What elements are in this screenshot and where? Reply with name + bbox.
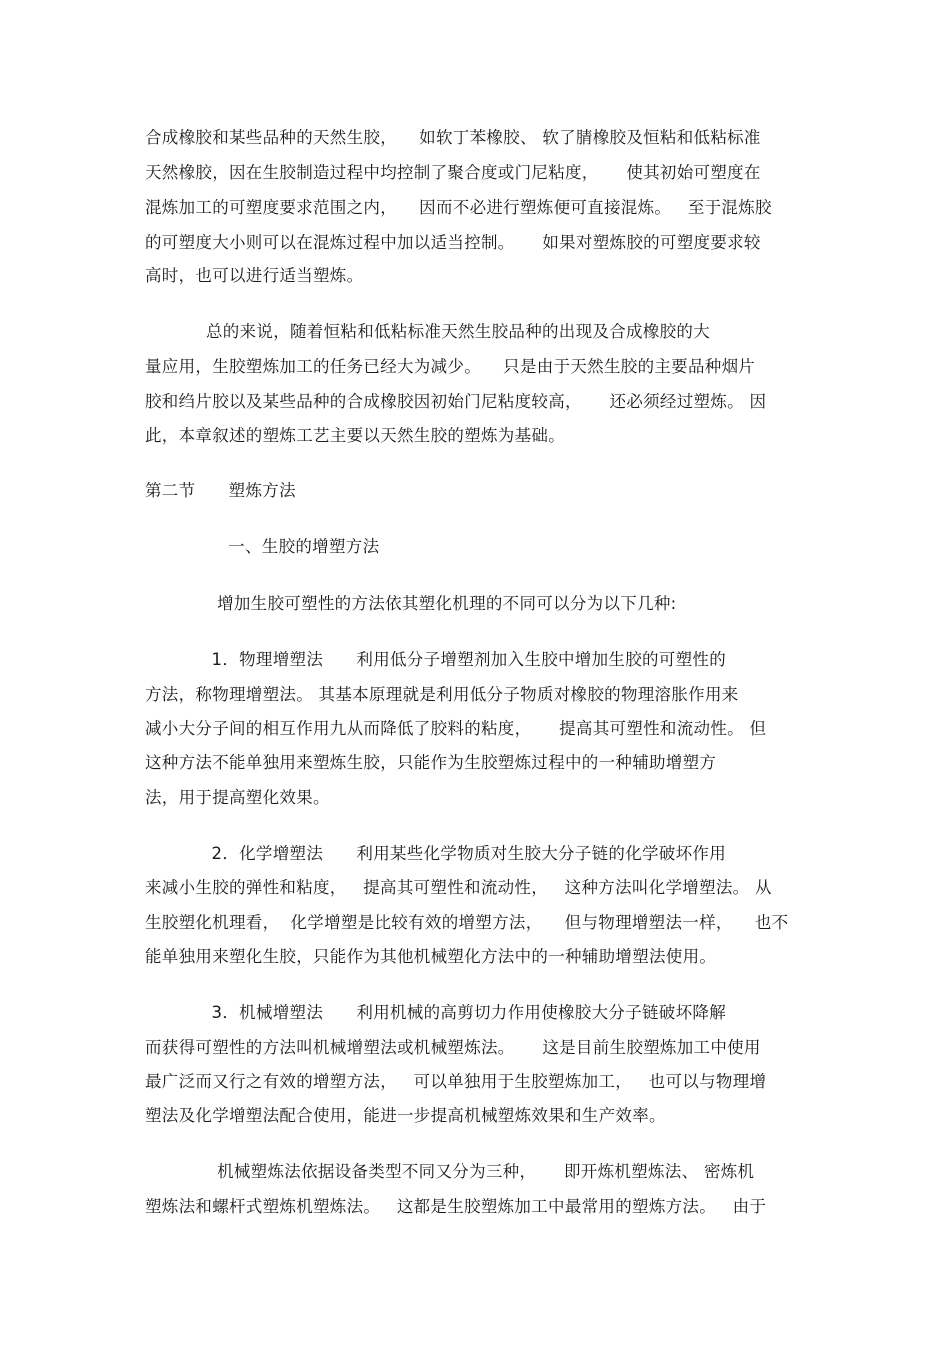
text-line: 机械塑炼法依据设备类型不同又分为三种， 即开炼机塑炼法、 密炼机 [145, 1162, 755, 1181]
text-line: 塑法及化学增塑法配合使用，能进一步提高机械塑炼效果和生产效率。 [145, 1106, 666, 1125]
text-line: 高时，也可以进行适当塑炼。 [145, 266, 364, 285]
text-line: 方法，称物理增塑法。 其基本原理就是利用低分子物质对橡胶的物理溶胀作用来 [145, 685, 739, 704]
text-line: 2．化学增塑法 利用某些化学物质对生胶大分子链的化学破坏作用 [145, 844, 727, 863]
text-line: 法，用于提高塑化效果。 [145, 788, 330, 807]
intro-line: 增加生胶可塑性的方法依其塑化机理的不同可以分为以下几种: [145, 594, 677, 613]
text-line: 来减小生胶的弹性和粘度， 提高其可塑性和流动性， 这种方法叫化学增塑法。 从 [145, 878, 772, 897]
text-line: 胶和绉片胶以及某些品种的合成橡胶因初始门尼粘度较高， 还必须经过塑炼。 因 [145, 392, 767, 411]
text-line: 能单独用来塑化生胶，只能作为其他机械塑化方法中的一种辅助增塑法使用。 [145, 947, 717, 966]
text-line: 1．物理增塑法 利用低分子增塑剂加入生胶中增加生胶的可塑性的 [145, 650, 727, 669]
text-line: 塑炼法和螺杆式塑炼机塑炼法。 这都是生胶塑炼加工中最常用的塑炼方法。 由于 [145, 1197, 767, 1216]
text-line: 天然橡胶，因在生胶制造过程中均控制了聚合度或门尼粘度， 使其初始可塑度在 [145, 163, 761, 182]
text-line: 此，本章叙述的塑炼工艺主要以天然生胶的塑炼为基础。 [145, 426, 565, 445]
text-line: 这种方法不能单独用来塑炼生胶，只能作为生胶塑炼过程中的一种辅助增塑方 [145, 753, 717, 772]
text-line: 总的来说，随着恒粘和低粘标准天然生胶品种的出现及合成橡胶的大 [145, 322, 710, 341]
text-line: 合成橡胶和某些品种的天然生胶， 如软丁苯橡胶、 软了腈橡胶及恒粘和低粘标准 [145, 128, 761, 147]
text-line: 生胶塑化机理看， 化学增塑是比较有效的增塑方法， 但与物理增塑法一样， 也不 [145, 913, 789, 932]
text-line: 而获得可塑性的方法叫机械增塑法或机械塑炼法。 这是目前生胶塑炼加工中使用 [145, 1038, 761, 1057]
text-line: 的可塑度大小则可以在混炼过程中加以适当控制。 如果对塑炼胶的可塑度要求较 [145, 233, 761, 252]
text-line: 混炼加工的可塑度要求范围之内， 因而不必进行塑炼便可直接混炼。 至于混炼胶 [145, 198, 772, 217]
text-line: 量应用，生胶塑炼加工的任务已经大为减少。 只是由于天然生胶的主要品种烟片 [145, 357, 756, 376]
section-heading: 第二节 塑炼方法 [145, 481, 296, 500]
text-line: 3．机械增塑法 利用机械的高剪切力作用使橡胶大分子链破坏降解 [145, 1003, 727, 1022]
text-line: 减小大分子间的相互作用九从而降低了胶料的粘度， 提高其可塑性和流动性。 但 [145, 719, 767, 738]
subsection-heading: 一、生胶的增塑方法 [145, 537, 380, 556]
text-line: 最广泛而又行之有效的增塑方法， 可以单独用于生胶塑炼加工， 也可以与物理增 [145, 1072, 767, 1091]
